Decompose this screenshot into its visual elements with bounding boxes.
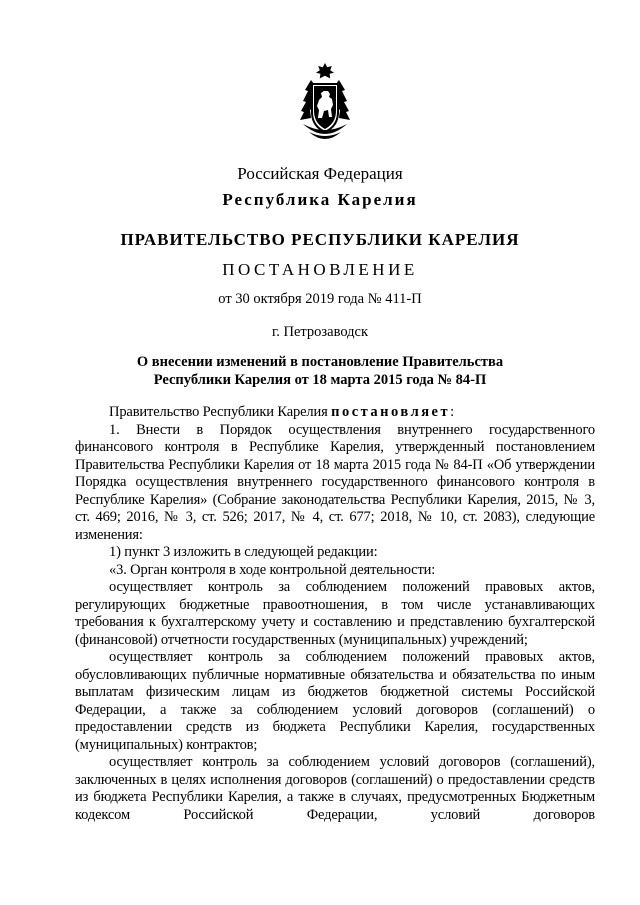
intro-keyword: постановляет: [331, 404, 451, 420]
decree-city: г. Петрозаводск: [271, 324, 369, 340]
body-paragraph: осуществляет контроль за соблюдением положений правовых актов, регулирующих бюджетные правоотношения, в том числе устанавливающих требования к бухгалтерскому учету и составлению и представлению бухгалтерской (финансовой) отчетности государственных (муниципальных) учреждений;: [75, 579, 595, 648]
body-paragraph: 1. Внести в Порядок осуществления внутреннего государственного финансового контроля в Республике Карелия, утвержденный постановлением Правительства Республики Карелия от 18 марта 2015 года № 84-П «Об утверждении Порядка осуществления внутреннего государственного финансового контроля в Республике Карелия» (Собрание законодательства Республики Карелия, 2015, № 3, ст. 469; 2016, № 3, ст. 526; 2017, № 4, ст. 677; 2018, № 10, ст. 2083), следующие изменения:: [75, 421, 595, 543]
decree-title: [0, 353, 640, 389]
government-name: ПРАВИТЕЛЬСТВО РЕСПУБЛИКИ КАРЕЛИЯ: [120, 230, 520, 249]
decree-type: ПОСТАНОВЛЕНИЕ: [222, 260, 418, 279]
country-name: Российская Федерация: [237, 164, 403, 183]
intro-prefix: Правительство Республики Карелия: [109, 404, 332, 420]
body-paragraph: 1) пункт 3 изложить в следующей редакции:: [109, 544, 378, 560]
coat-of-arms-icon: [295, 62, 355, 147]
decree-title-line: О внесении изменений в постановление Правительства: [136, 354, 504, 370]
body-paragraph: «3. Орган контроля в ходе контрольной деятельности:: [109, 561, 436, 578]
republic-name: Республика Карелия: [222, 190, 418, 209]
decree-body: [75, 404, 595, 824]
decree-date: от 30 октября 2019 года № 411-П: [218, 291, 422, 307]
decree-intro: [75, 404, 595, 422]
body-paragraph: осуществляет контроль за соблюдением положений правовых актов, обусловливающих публичные нормативные обязательства и обязательства по иным выплатам физическим лицам из бюджетов бюджетной системы Российской Федерации, а также за соблюдением условий договоров (соглашений) о предоставлении средств из бюджета Республики Карелия, государственных (муниципальных) контрактов;: [75, 649, 595, 753]
body-paragraph: осуществляет контроль за соблюдением условий договоров (соглашений), заключенных в целях исполнения договоров (соглашений) о предоставлении средств из бюджета Республики Карелия, а также в случаях, предусмотренных Бюджетным кодексом Российской Федерации, условий договоров: [75, 754, 595, 823]
intro-suffix: :: [450, 404, 454, 420]
decree-title-line: Республики Карелия от 18 марта 2015 года № 84-П: [153, 372, 487, 388]
